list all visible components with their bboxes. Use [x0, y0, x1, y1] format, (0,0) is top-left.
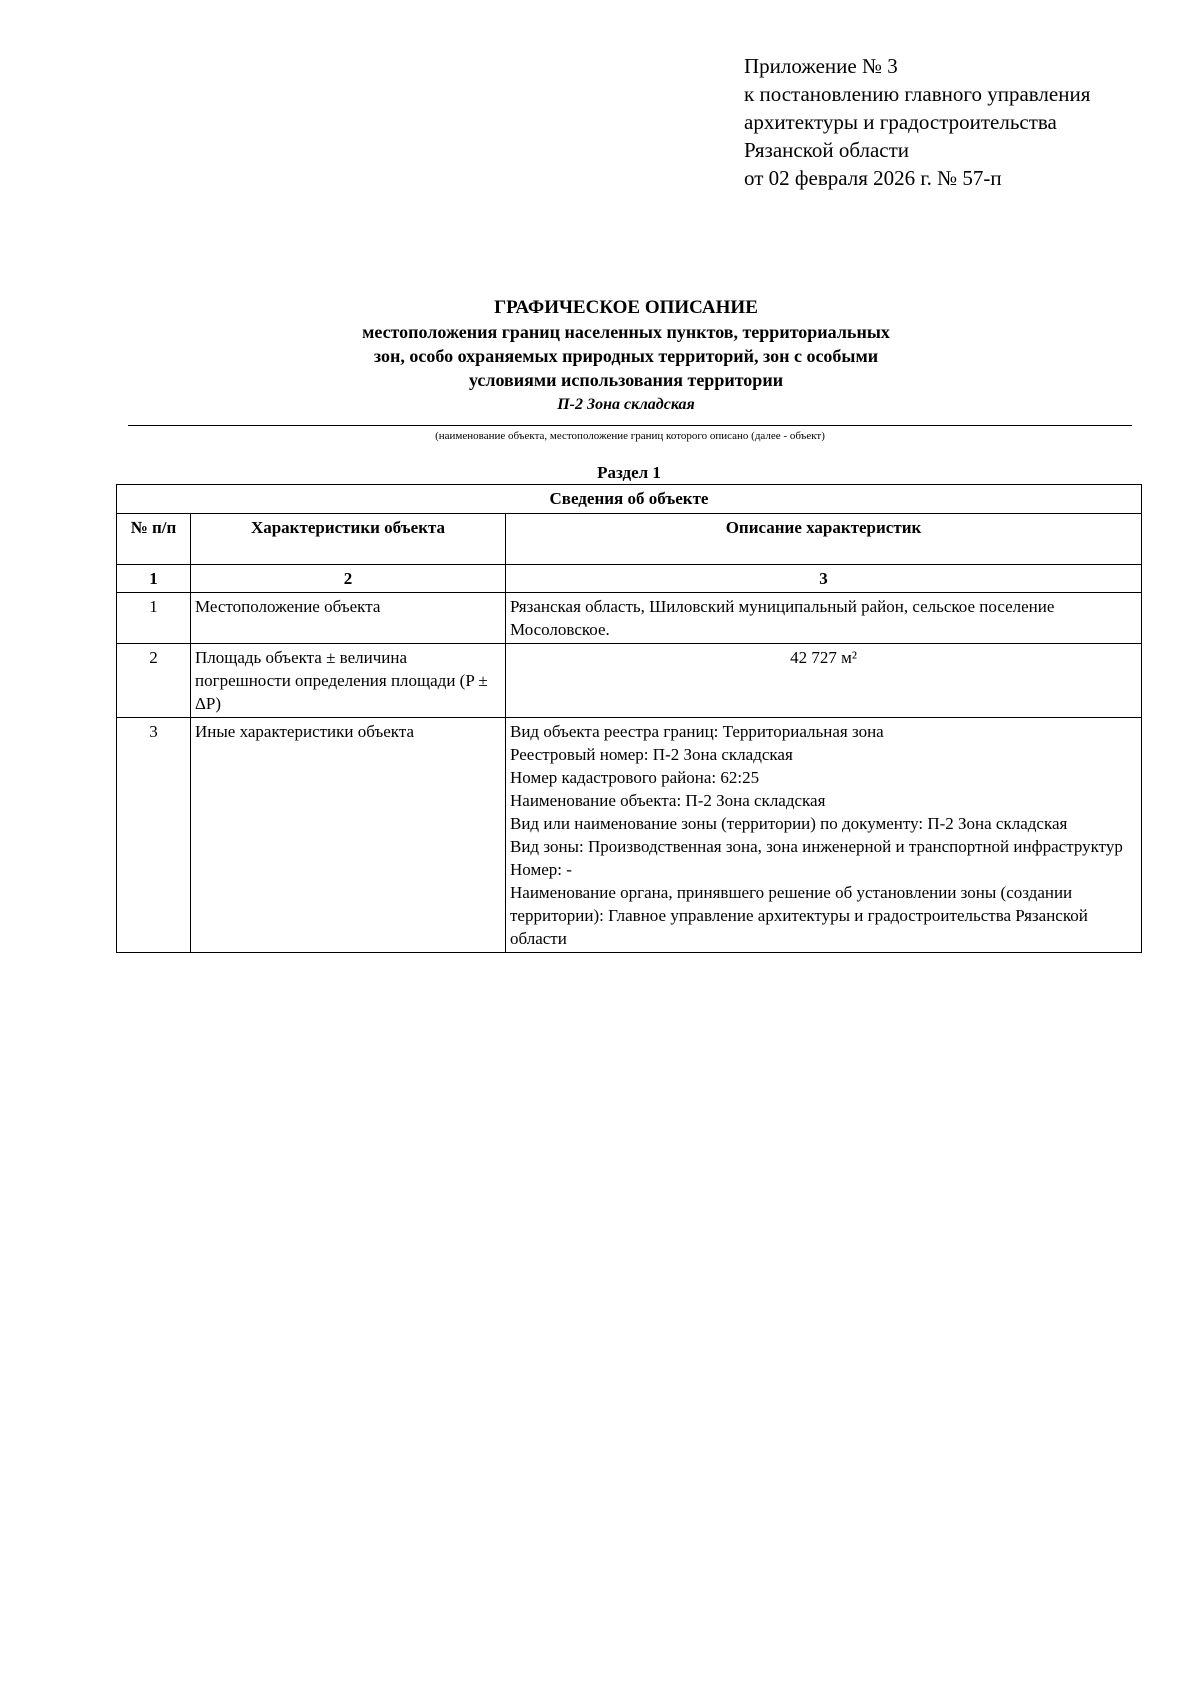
appendix-line: Приложение № 3 [744, 54, 898, 78]
description-line: Вид зоны: Производственная зона, зона инженерной и транспортной инфраструктур [510, 837, 1123, 856]
appendix-header [744, 52, 1090, 192]
index-cell: 1 [117, 565, 191, 593]
description-line: Вид или наименование зоны (территории) по документу: П-2 Зона складская [510, 814, 1068, 833]
row-description [506, 593, 1142, 644]
object-info-table [116, 484, 1142, 953]
area-value: 42 727 м² [790, 648, 857, 667]
row-characteristic: Площадь объекта ± величина погрешности определения площади (P ± ΔP) [191, 644, 506, 718]
index-cell: 2 [191, 565, 506, 593]
document-title: ГРАФИЧЕСКОЕ ОПИСАНИЕ [494, 297, 758, 318]
document-subtitle-line: местоположения границ населенных пунктов, территориальных [362, 322, 890, 342]
description-line: Рязанская область, Шиловский муниципальный район, сельское поселение Мосоловское. [510, 597, 1055, 639]
header-description: Описание характеристик [506, 514, 1142, 565]
description-line: Номер: - [510, 860, 572, 879]
row-description [506, 644, 1142, 718]
table-row [117, 644, 1142, 718]
row-num: 2 [117, 644, 191, 718]
table-index-row [117, 565, 1142, 593]
appendix-line: к постановлению главного управления [744, 82, 1091, 106]
appendix-line: Рязанской области [744, 138, 910, 162]
row-num: 1 [117, 593, 191, 644]
header-characteristic: Характеристики объекта [191, 514, 506, 565]
table-row [117, 718, 1142, 953]
row-characteristic: Иные характеристики объекта [191, 718, 506, 953]
section-title: Раздел 1 [597, 463, 661, 482]
table-caption-row [117, 485, 1142, 514]
row-description [506, 718, 1142, 953]
row-num: 3 [117, 718, 191, 953]
description-line: Реестровый номер: П-2 Зона складская [510, 745, 793, 764]
object-name-caption: (наименование объекта, местоположение границ которого описано (далее - объект) [435, 430, 825, 442]
description-line: Номер кадастрового района: 62:25 [510, 768, 760, 787]
header-num: № п/п [117, 514, 191, 565]
row-characteristic: Местоположение объекта [191, 593, 506, 644]
table-row [117, 593, 1142, 644]
object-name: П-2 Зона складская [557, 396, 695, 413]
index-cell: 3 [506, 565, 1142, 593]
description-line: Наименование органа, принявшего решение об установлении зоны (создании территории): Главное управление архитектуры и градостроительства Рязанской области [510, 883, 1088, 948]
description-line: Наименование объекта: П-2 Зона складская [510, 791, 826, 810]
appendix-date-line: от 02 февраля 2026 г. № 57-п [744, 166, 1002, 190]
appendix-line: архитектуры и градостроительства [744, 110, 1057, 134]
object-name-underline [128, 425, 1132, 426]
document-title-block [120, 296, 1132, 416]
table-header-row [117, 514, 1142, 565]
document-subtitle-line: условиями использования территории [468, 370, 784, 390]
description-line: Вид объекта реестра границ: Территориальная зона [510, 722, 884, 741]
table-caption: Сведения об объекте [117, 485, 1142, 514]
document-subtitle-line: зон, особо охраняемых природных территорий, зон с особыми [373, 346, 879, 366]
